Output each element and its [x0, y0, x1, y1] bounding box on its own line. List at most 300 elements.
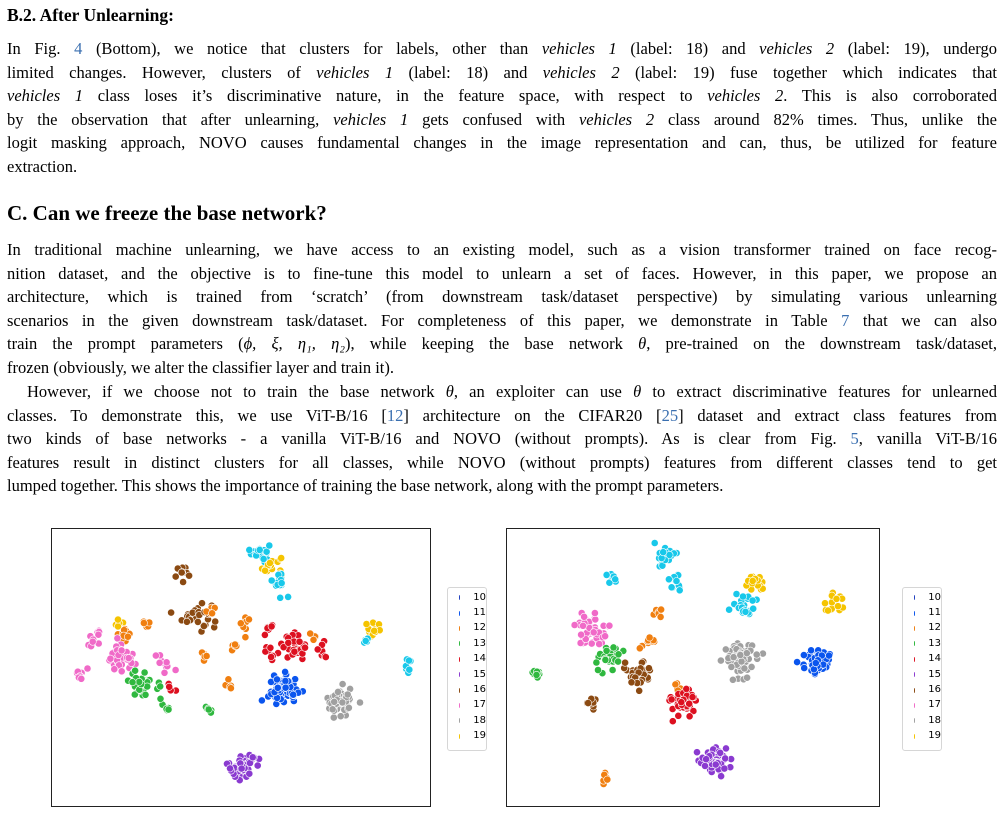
scatter-point-19	[824, 607, 831, 614]
scatter-point-12	[231, 641, 238, 648]
legend-label: 18	[928, 714, 941, 726]
text-line	[7, 262, 997, 286]
scatter-point-16	[212, 618, 219, 625]
legend-label: 18	[473, 714, 486, 726]
scatter-point-15	[717, 749, 724, 756]
text-span: train the prompt parameters (	[7, 334, 244, 354]
text-span: (label: 18) and	[616, 39, 760, 58]
scatter-point-13	[142, 691, 149, 698]
scatter-point-19	[749, 577, 756, 584]
scatter-point-13	[205, 706, 212, 713]
scatter-point-11	[273, 676, 280, 683]
text-span: ] dataset and extract class features from	[678, 405, 998, 425]
scatter-point-cyan	[612, 576, 619, 583]
legend-entry	[903, 698, 941, 713]
legend-label: 13	[473, 637, 486, 649]
legend-marker	[459, 595, 460, 600]
scatter-point-18	[744, 674, 751, 681]
text-span: limited changes. However, clusters of	[7, 62, 317, 82]
scatter-point-13	[615, 658, 622, 665]
scatter-point-14	[675, 712, 682, 719]
scatter-point-12	[657, 613, 664, 620]
legend-marker	[459, 657, 460, 662]
legend-marker	[914, 672, 915, 677]
scatter-point-cyan	[750, 605, 757, 612]
scatter-plot-2	[507, 529, 879, 806]
scatter-point-15	[226, 765, 233, 772]
scatter-point-15	[701, 762, 708, 769]
scatter-point-19	[262, 567, 269, 574]
scatter-point-18	[339, 681, 346, 688]
scatter-point-14	[268, 623, 275, 630]
scatter-point-17	[118, 647, 125, 654]
scatter-point-16	[645, 665, 652, 672]
scatter-point-17	[602, 633, 609, 640]
text-span: (label: 19) fuse together which indicates that	[619, 62, 997, 82]
scatter-point-15	[718, 773, 725, 780]
scatter-point-18	[329, 706, 336, 713]
scatter-point-19	[834, 603, 841, 610]
legend-label: 17	[473, 699, 486, 711]
text-span: architecture, which is trained from ‘scratch’ (from downstream task/dataset perspective) by simulating various unlearning	[7, 287, 997, 307]
scatter-point-13	[141, 669, 148, 676]
scatter-point-11	[800, 652, 807, 659]
scatter-point-14	[683, 685, 690, 692]
math-symbol: ϕ, ξ, η₁, η₂	[243, 334, 345, 354]
legend-marker	[459, 703, 460, 708]
scatter-point-17	[581, 613, 588, 620]
legend-label: 17	[928, 699, 941, 711]
scatter-point-12	[209, 610, 216, 617]
legend-label: 14	[928, 653, 941, 665]
text-line	[7, 332, 997, 356]
scatter-point-17	[78, 675, 85, 682]
scatter-point-13	[132, 667, 139, 674]
scatter-point-17	[95, 631, 102, 638]
legend-entry	[903, 636, 941, 651]
scatter-point-17	[606, 622, 613, 629]
text-span: nition dataset, and the objective is to fine-tune this model to unlearn a set of faces. However, in this paper, we propose an	[7, 263, 997, 283]
scatter-point-cyan	[285, 593, 292, 600]
text-line	[7, 84, 997, 108]
scatter-point-16	[180, 578, 187, 585]
scatter-point-12	[242, 634, 249, 641]
text-span: In traditional machine unlearning, we have access to an existing model, such as a vision transformer trained on face recog-	[7, 240, 997, 259]
reference-link[interactable]: 5	[850, 429, 859, 449]
text-line	[7, 238, 997, 262]
legend-label: 13	[928, 637, 941, 649]
scatter-point-13	[609, 666, 616, 673]
legend-marker	[914, 703, 915, 708]
text-line	[7, 356, 997, 380]
italic-term: vehicles 2	[578, 109, 655, 129]
math-symbol: θ	[638, 334, 647, 354]
legend-entry	[448, 682, 486, 697]
text-line	[7, 37, 997, 61]
legend-label: 11	[473, 607, 486, 619]
legend-marker	[914, 688, 915, 693]
scatter-point-11	[825, 652, 832, 659]
scatter-point-13	[165, 706, 172, 713]
scatter-point-18	[330, 714, 337, 721]
scatter-point-17	[161, 669, 168, 676]
legend-entry	[448, 667, 486, 682]
scatter-point-13	[129, 679, 136, 686]
scatter-point-13	[136, 678, 143, 685]
text-span: class around 82% times. Thus, unlike the	[654, 109, 997, 129]
scatter-point-12	[307, 630, 314, 637]
reference-link[interactable]: 7	[841, 310, 850, 330]
scatter-point-cyan	[405, 657, 412, 664]
scatter-point-18	[743, 650, 750, 657]
scatter-point-17	[118, 668, 125, 675]
scatter-point-14	[322, 654, 329, 661]
text-span: , vanilla ViT-B/16	[858, 429, 997, 449]
scatter-point-18	[748, 663, 755, 670]
scatter-point-18	[339, 699, 346, 706]
scatter-point-15	[712, 761, 719, 768]
scatter-point-cyan	[256, 546, 263, 553]
scatter-point-17	[596, 641, 603, 648]
scatter-point-cyan	[277, 594, 284, 601]
scatter-point-cyan	[739, 593, 746, 600]
scatter-point-17	[578, 631, 585, 638]
legend-entry	[903, 667, 941, 682]
scatter-point-17	[125, 655, 132, 662]
text-span: lumped together. This shows the importance of training the base network, along with the prompt parameters.	[7, 476, 724, 496]
legend-label: 11	[928, 607, 941, 619]
scatter-point-19	[363, 620, 370, 627]
scatter-point-17	[152, 652, 159, 659]
scatter-point-12	[604, 776, 611, 783]
scatter-point-17	[84, 665, 91, 672]
text-span: gets confused with	[408, 109, 579, 129]
scatter-point-18	[717, 657, 724, 664]
scatter-point-cyan	[651, 539, 658, 546]
scatter-point-17	[163, 659, 170, 666]
scatter-point-11	[274, 684, 281, 691]
text-span: features result in distinct clusters for all classes, while NOVO (without prompts) features from different classes tend to get	[7, 452, 997, 472]
scatter-point-17	[156, 659, 163, 666]
legend-marker	[914, 595, 915, 600]
scatter-point-17	[114, 635, 121, 642]
italic-term: vehicles 1	[7, 86, 84, 106]
text-line	[7, 155, 997, 179]
legend-label: 15	[473, 668, 486, 680]
scatter-point-19	[821, 600, 828, 607]
legend-label: 10	[928, 591, 941, 603]
scatter-point-15	[693, 749, 700, 756]
text-span: extraction.	[7, 156, 78, 176]
scatter-point-18	[356, 699, 363, 706]
scatter-point-12	[646, 634, 653, 641]
scatter-point-13	[533, 671, 540, 678]
scatter-point-14	[267, 644, 274, 651]
legend-label: 12	[928, 622, 941, 634]
legend-1	[447, 587, 487, 751]
text-span: , an exploiter can use	[453, 382, 634, 401]
legend-marker	[459, 734, 460, 739]
text-span: , pre-trained on the downstream task/dataset,	[646, 334, 997, 354]
text-span: . This is also corroborated	[783, 86, 997, 106]
scatter-point-cyan	[268, 577, 275, 584]
scatter-point-18	[331, 698, 338, 705]
text-line	[7, 474, 997, 498]
legend-entry	[448, 636, 486, 651]
scatter-point-15	[703, 756, 710, 763]
legend-marker	[459, 611, 460, 616]
section-b2-title: B.2. After Unlearning:	[7, 5, 174, 25]
legend-marker	[459, 688, 460, 693]
scatter-point-13	[594, 666, 601, 673]
scatter-point-17	[172, 666, 179, 673]
legend-entry	[903, 590, 941, 605]
scatter-point-13	[602, 656, 609, 663]
scatter-point-cyan	[278, 580, 285, 587]
scatter-point-cyan	[676, 587, 683, 594]
legend-marker	[914, 657, 915, 662]
text-span: scenarios in the given downstream task/dataset. For completeness of this paper, we demonstrate in Table	[7, 310, 842, 330]
text-line	[7, 427, 997, 451]
legend-marker	[914, 611, 915, 616]
text-span: logit masking approach, NOVO causes fundamental changes in the image representation and can, thus, be utilized for feature	[7, 133, 997, 153]
scatter-point-14	[301, 644, 308, 651]
legend-label: 19	[473, 730, 486, 742]
scatter-point-11	[282, 677, 289, 684]
text-line	[7, 451, 997, 475]
italic-term: vehicles 2	[759, 39, 835, 58]
text-span: that we can also	[849, 310, 997, 330]
text-span: class loses it’s discriminative nature, in the feature space, with respect to	[83, 86, 708, 106]
legend-marker	[914, 734, 915, 739]
scatter-point-13	[157, 695, 164, 702]
section-c-paragraph-1	[7, 238, 997, 380]
scatter-point-16	[186, 572, 193, 579]
legend-entry	[903, 729, 941, 744]
scatter-point-16	[194, 618, 201, 625]
legend-marker	[914, 641, 915, 646]
scatter-point-18	[741, 665, 748, 672]
scatter-point-17	[89, 638, 96, 645]
scatter-point-17	[111, 666, 118, 673]
legend-entry	[448, 698, 486, 713]
italic-term: vehicles 2	[542, 62, 620, 82]
scatter-point-15	[721, 765, 728, 772]
scatter-point-17	[571, 621, 578, 628]
scatter-point-15	[238, 765, 245, 772]
scatter-point-17	[590, 629, 597, 636]
scatter-point-15	[246, 770, 253, 777]
scatter-point-16	[198, 600, 205, 607]
text-line	[7, 380, 997, 404]
text-line	[7, 404, 997, 428]
scatter-point-14	[314, 646, 321, 653]
text-line	[7, 131, 997, 155]
scatter-point-18	[729, 676, 736, 683]
text-span: ), while keeping the base network	[345, 334, 639, 354]
scatter-point-11	[801, 664, 808, 671]
scatter-point-15	[254, 762, 261, 769]
legend-entry	[903, 713, 941, 728]
legend-2	[902, 587, 942, 751]
scatter-point-cyan	[673, 578, 680, 585]
text-line	[7, 309, 997, 333]
scatter-point-12	[140, 619, 147, 626]
scatter-point-16	[168, 609, 175, 616]
text-span: by the observation that after unlearning,	[7, 109, 334, 129]
scatter-point-11	[282, 684, 289, 691]
scatter-point-12	[227, 685, 234, 692]
italic-term: vehicles 1	[541, 39, 617, 58]
scatter-point-11	[290, 691, 297, 698]
scatter-point-cyan	[665, 576, 672, 583]
reference-link[interactable]: 12	[386, 405, 404, 425]
scatter-point-14	[668, 696, 675, 703]
text-span: (label: 18) and	[393, 62, 543, 82]
scatter-point-16	[636, 687, 643, 694]
scatter-point-12	[237, 620, 244, 627]
legend-entry	[903, 621, 941, 636]
scatter-point-18	[730, 654, 737, 661]
scatter-point-12	[124, 633, 131, 640]
legend-label: 16	[473, 684, 486, 696]
scatter-point-14	[669, 718, 676, 725]
text-span: (label: 19), undergo	[834, 39, 997, 58]
scatter-point-14	[268, 653, 275, 660]
scatter-point-11	[808, 647, 815, 654]
scatter-point-cyan	[246, 546, 253, 553]
scatter-point-cyan	[726, 606, 733, 613]
text-span: In Fig.	[7, 39, 75, 58]
legend-entry	[903, 605, 941, 620]
scatter-point-17	[591, 610, 598, 617]
scatter-point-13	[610, 644, 617, 651]
legend-label: 16	[928, 684, 941, 696]
scatter-point-18	[753, 651, 760, 658]
legend-label: 14	[473, 653, 486, 665]
scatter-point-18	[334, 688, 341, 695]
scatter-point-17	[588, 640, 595, 647]
text-span: However, if we choose not to train the base network	[27, 382, 446, 401]
scatter-point-14	[291, 648, 298, 655]
scatter-point-18	[337, 713, 344, 720]
scatter-point-19	[278, 554, 285, 561]
scatter-point-cyan	[749, 597, 756, 604]
text-line	[7, 61, 997, 85]
section-c-title: C. Can we freeze the base network?	[7, 201, 327, 225]
reference-link[interactable]: 4	[74, 39, 83, 58]
scatter-point-12	[636, 645, 643, 652]
scatter-point-19	[266, 559, 273, 566]
scatter-point-cyan	[603, 571, 610, 578]
text-span: to extract discriminative features for unlearned	[641, 382, 997, 401]
scatter-point-11	[812, 660, 819, 667]
scatter-point-13	[615, 651, 622, 658]
scatter-point-18	[737, 651, 744, 658]
text-line	[7, 285, 997, 309]
scatter-point-19	[114, 616, 121, 623]
scatter-point-15	[249, 754, 256, 761]
scatter-point-14	[686, 700, 693, 707]
section-b2-paragraph	[7, 37, 997, 179]
legend-marker	[914, 626, 915, 631]
scatter-point-16	[183, 618, 190, 625]
scatter-point-18	[344, 691, 351, 698]
scatter-point-cyan	[362, 637, 369, 644]
scatter-point-18	[728, 663, 735, 670]
legend-marker	[459, 718, 460, 723]
italic-term: vehicles 1	[333, 109, 409, 129]
scatter-point-18	[738, 658, 745, 665]
scatter-point-11	[794, 659, 801, 666]
legend-label: 19	[928, 730, 941, 742]
section-c-paragraph-2	[7, 380, 997, 498]
scatter-point-16	[178, 569, 185, 576]
legend-label: 10	[473, 591, 486, 603]
text-line	[7, 108, 997, 132]
scatter-point-12	[658, 606, 665, 613]
legend-marker	[459, 672, 460, 677]
legend-entry	[903, 682, 941, 697]
legend-entry	[448, 713, 486, 728]
scatter-point-14	[166, 683, 173, 690]
scatter-point-12	[203, 652, 210, 659]
italic-term: vehicles 1	[316, 62, 394, 82]
scatter-point-13	[603, 647, 610, 654]
scatter-point-13	[593, 659, 600, 666]
scatter-point-11	[258, 697, 265, 704]
italic-term: vehicles 2	[707, 86, 784, 106]
legend-entry	[448, 621, 486, 636]
scatter-point-cyan	[406, 666, 413, 673]
scatter-point-15	[722, 755, 729, 762]
scatter-point-14	[261, 631, 268, 638]
text-span: frozen (obviously, we alter the classifier layer and train it).	[7, 357, 394, 377]
scatter-point-14	[689, 694, 696, 701]
scatter-point-19	[371, 627, 378, 634]
scatter-point-17	[579, 622, 586, 629]
legend-entry	[448, 652, 486, 667]
scatter-point-16	[585, 700, 592, 707]
legend-label: 12	[473, 622, 486, 634]
scatter-point-16	[622, 659, 629, 666]
scatter-point-11	[282, 668, 289, 675]
text-span: (Bottom), we notice that clusters for labels, other than	[82, 39, 542, 58]
scatter-point-16	[628, 679, 635, 686]
tsne-plot-vanilla-vit	[51, 528, 431, 807]
reference-link[interactable]: 25	[661, 405, 679, 425]
legend-entry	[448, 729, 486, 744]
scatter-point-14	[678, 699, 685, 706]
scatter-point-14	[285, 639, 292, 646]
tsne-plot-novo	[506, 528, 880, 807]
text-span: two kinds of base networks - a vanilla ViT-B/16 and NOVO (without prompts). As is clear from Fig.	[7, 429, 851, 449]
legend-label: 15	[928, 668, 941, 680]
legend-marker	[459, 626, 460, 631]
scatter-point-12	[225, 676, 232, 683]
scatter-point-cyan	[668, 584, 675, 591]
math-symbol: θ	[633, 382, 642, 401]
legend-marker	[459, 641, 460, 646]
scatter-point-17	[107, 655, 114, 662]
legend-marker	[914, 718, 915, 723]
scatter-point-cyan	[742, 608, 749, 615]
scatter-plot-1	[52, 529, 430, 806]
scatter-point-14	[686, 713, 693, 720]
scatter-point-14	[296, 638, 303, 645]
scatter-point-12	[245, 616, 252, 623]
legend-entry	[903, 652, 941, 667]
